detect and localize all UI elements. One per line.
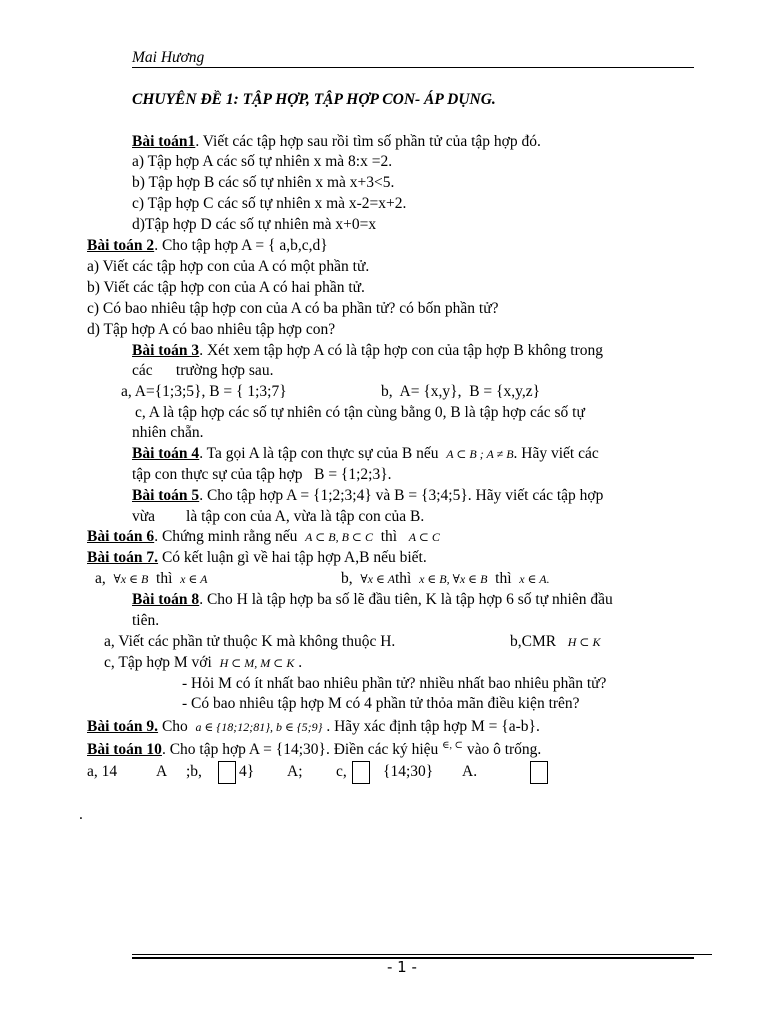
stray-dot: . (79, 806, 83, 823)
problem-10-a-right: A (156, 763, 168, 780)
problem-8-line-2: tiên. (132, 612, 160, 629)
problem-3-label: Bài toán 3 (132, 342, 200, 359)
problem-2-label: Bài toán 2 (87, 237, 155, 254)
problem-8-b-math: H ⊂ K (567, 635, 601, 649)
problem-10-a-left: a, 14 (87, 763, 118, 780)
problem-2-c: c) Có bao nhiêu tập hợp con của A có ba phần tử? có bốn phần tử? (87, 300, 499, 317)
header-rule (132, 67, 694, 68)
problem-2-d: d) Tập hợp A có bao nhiêu tập hợp con? (87, 321, 336, 338)
problem-1-a: a) Tập hợp A các số tự nhiên x mà 8:x =2. (132, 153, 393, 170)
problem-10-c-set: {14;30} (383, 763, 434, 780)
problem-3-c-1: c, A là tập hợp các số tự nhiên có tận cùng bằng 0, B là tập hợp các số tự (135, 404, 585, 421)
problem-3-intro-2: các trường hợp sau. (132, 362, 274, 379)
problem-2-b: b) Viết các tập hợp con của A có hai phần tử. (87, 279, 365, 296)
problem-8-c: c, Tập hợp M với H ⊂ M, M ⊂ K . (104, 654, 303, 671)
problem-5-line-2: vừa là tập con của A, vừa là tập con của B. (132, 508, 425, 525)
problem-2-a: a) Viết các tập hợp con của A có một phần tử. (87, 258, 370, 275)
problem-8-q2: - Có bao nhiêu tập hợp M có 4 phần tử thỏa mãn điều kiện trên? (182, 695, 580, 712)
problem-10-intro: Bài toán 10. Cho tập hợp A = {14;30}. Điền các ký hiệu ∈, ⊂ vào ô trống. (87, 740, 542, 758)
problem-1-intro: Bài toán1. Viết các tập hợp sau rồi tìm số phần tử của tập hợp đó. (132, 133, 541, 150)
problem-3-a: a, A={1;3;5}, B = { 1;3;7} (121, 383, 287, 400)
problem-1-c: c) Tập hợp C các số tự nhiên x mà x-2=x+2. (132, 195, 407, 212)
problem-9: Bài toán 9. Cho a ∈ {18;12;81}, b ∈ {5;9} . Hãy xác định tập hợp M = {a-b}. (87, 718, 540, 735)
problem-9-label: Bài toán 9. (87, 718, 159, 735)
problem-10-b-set: 4} (239, 763, 255, 780)
problem-9-math: a ∈ {18;12;81}, b ∈ {5;9} (195, 720, 323, 734)
problem-10-b-right: A; (287, 763, 303, 780)
problem-10-b-label: ;b, (186, 763, 202, 780)
problem-6-math-1: A ⊂ B, B ⊂ C (305, 530, 373, 544)
problem-7-intro: Bài toán 7. Có kết luận gì về hai tập hợp A,B nếu biết. (87, 549, 427, 566)
page-title: CHUYÊN ĐỀ 1: TẬP HỢP, TẬP HỢP CON- ÁP DỤNG. (132, 91, 496, 108)
problem-4-line-2: tập con thực sự của tập hợp B = {1;2;3}. (132, 466, 392, 483)
problem-5-intro: Bài toán 5. Cho tập hợp A = {1;2;3;4} và B = {3;4;5}. Hãy viết các tập hợp (132, 487, 604, 504)
problem-6-math-2: A ⊂ C (408, 530, 440, 544)
problem-8-c-math: H ⊂ M, M ⊂ K (219, 656, 295, 670)
problem-1-label: Bài toán1 (132, 133, 196, 150)
answer-box-c[interactable] (352, 761, 370, 784)
problem-10-symbols: ∈, ⊂ (442, 740, 463, 751)
problem-8-a: a, Viết các phần tử thuộc K mà không thuộc H. (104, 633, 396, 650)
footer-rule-top (132, 954, 712, 955)
problem-6: Bài toán 6. Chứng minh rằng nếu A ⊂ B, B ⊂ C thì A ⊂ C (87, 528, 440, 545)
problem-6-label: Bài toán 6 (87, 528, 155, 545)
problem-5-label: Bài toán 5 (132, 487, 200, 504)
problem-4-intro: Bài toán 4. Ta gọi A là tập con thực sự của B nếu A ⊂ B ; A ≠ B. Hãy viết các (132, 445, 599, 462)
problem-1-d: d)Tập hợp D các số tự nhiên mà x+0=x (132, 216, 377, 233)
page-number: - 1 - (387, 958, 417, 976)
problem-8-q1: - Hỏi M có ít nhất bao nhiêu phần tử? nhiều nhất bao nhiêu phần tử? (182, 675, 607, 692)
problem-10-label: Bài toán 10 (87, 741, 162, 758)
problem-1-b: b) Tập hợp B các số tự nhiên x mà x+3<5. (132, 174, 395, 191)
problem-7-b: b, ∀x ∈ Athì x ∈ B, ∀x ∈ B thì x ∈ A. (341, 570, 550, 587)
problem-10-c-label: c, (336, 763, 347, 780)
answer-box-extra[interactable] (530, 761, 548, 784)
problem-3-c-2: nhiên chẵn. (132, 424, 204, 441)
header-author: Mai Hương (132, 49, 205, 66)
problem-7-a: a, ∀x ∈ B thì x ∈ A (95, 570, 208, 587)
answer-box-b[interactable] (218, 761, 236, 784)
problem-2-intro: Bài toán 2. Cho tập hợp A = { a,b,c,d} (87, 237, 328, 254)
problem-8-intro: Bài toán 8. Cho H là tập hợp ba số lẽ đầu tiên, K là tập hợp 6 số tự nhiên đầu (132, 591, 613, 608)
problem-8-label: Bài toán 8 (132, 591, 200, 608)
problem-4-label: Bài toán 4 (132, 445, 200, 462)
problem-3-b: b, A= {x,y}, B = {x,y,z} (381, 383, 541, 400)
problem-8-b: b,CMR H ⊂ K (510, 633, 601, 650)
problem-7-label: Bài toán 7. (87, 549, 159, 566)
problem-4-math: A ⊂ B ; A ≠ B (446, 447, 514, 461)
problem-3-intro: Bài toán 3. Xét xem tập hợp A có là tập hợp con của tập hợp B không trong (132, 342, 604, 359)
problem-10-c-right: A. (462, 763, 478, 780)
